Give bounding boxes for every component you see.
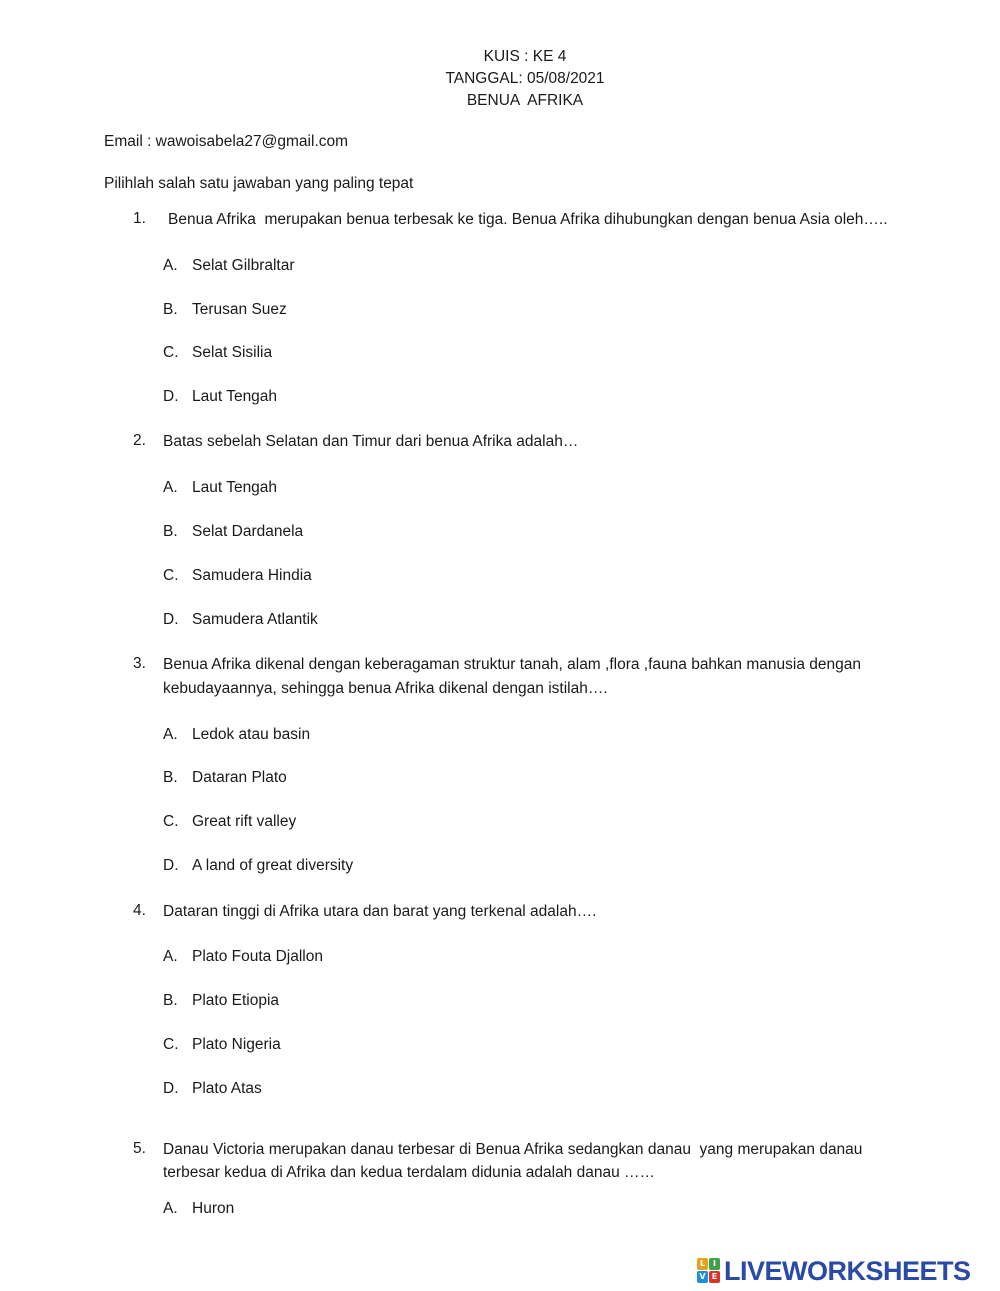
option-letter: D. [163, 388, 179, 405]
option-text: Laut Tengah [192, 479, 278, 496]
quiz-number: KUIS : KE 4 [483, 48, 567, 65]
option-letter: A. [163, 257, 178, 274]
option-letter: D. [163, 611, 179, 628]
option-text: Plato Etiopia [192, 992, 280, 1009]
option-letter: C. [163, 344, 179, 361]
option-letter: C. [163, 567, 179, 584]
option-text: Ledok atau basin [192, 726, 311, 743]
logo-icon-tile: L [697, 1258, 708, 1270]
question-number: 5. [133, 1140, 146, 1157]
question-text: Benua Afrika merupakan benua terbesak ke tiga. Benua Afrika dihubungkan dengan benua Asia oleh….. [168, 211, 888, 228]
liveworksheets-logo-icon [697, 1258, 721, 1284]
email-line: Email : wawoisabela27@gmail.com [104, 133, 349, 150]
option-letter: B. [163, 523, 178, 540]
question-text-line1: Danau Victoria merupakan danau terbesar di Benua Afrika sedangkan danau yang merupakan danau [163, 1141, 863, 1158]
question-text: Dataran tinggi di Afrika utara dan barat yang terkenal adalah…. [163, 903, 597, 920]
question-number: 1. [133, 210, 146, 227]
option-letter: B. [163, 301, 178, 318]
liveworksheets-logo[interactable] [697, 1256, 971, 1286]
option-letter: C. [163, 1036, 179, 1053]
option-letter: C. [163, 813, 179, 830]
option-letter: A. [163, 948, 178, 965]
instruction-text: Pilihlah salah satu jawaban yang paling tepat [104, 175, 414, 192]
option-text: Samudera Atlantik [192, 611, 318, 628]
question-number: 2. [133, 432, 146, 449]
question-text-line2: kebudayaannya, sehingga benua Afrika dikenal dengan istilah…. [163, 680, 608, 697]
option-text: Terusan Suez [192, 301, 287, 318]
option-text: Dataran Plato [192, 769, 287, 786]
option-text: Plato Fouta Djallon [192, 948, 323, 965]
question-text-line1: Benua Afrika dikenal dengan keberagaman struktur tanah, alam ,flora ,fauna bahkan manusia dengan [163, 656, 861, 673]
question-text: Batas sebelah Selatan dan Timur dari benua Afrika adalah… [163, 433, 579, 450]
option-letter: A. [163, 479, 178, 496]
option-text: Selat Dardanela [192, 523, 304, 540]
option-text: Laut Tengah [192, 388, 278, 405]
logo-icon-tile: V [697, 1271, 708, 1283]
option-text: A land of great diversity [192, 857, 354, 874]
logo-icon-tile: I [709, 1258, 720, 1270]
option-text: Selat Gilbraltar [192, 257, 295, 274]
option-text: Plato Atas [192, 1080, 262, 1097]
option-text: Huron [192, 1200, 235, 1217]
question-number: 4. [133, 902, 146, 919]
question-number: 3. [133, 655, 146, 672]
option-letter: D. [163, 1080, 179, 1097]
option-letter: B. [163, 769, 178, 786]
option-letter: D. [163, 857, 179, 874]
logo-icon-tile: E [709, 1271, 720, 1283]
option-letter: A. [163, 1200, 178, 1217]
option-text: Great rift valley [192, 813, 297, 830]
option-text: Selat Sisilia [192, 344, 273, 361]
option-text: Samudera Hindia [192, 567, 312, 584]
quiz-topic: BENUA AFRIKA [466, 92, 584, 109]
option-text: Plato Nigeria [192, 1036, 281, 1053]
quiz-date: TANGGAL: 05/08/2021 [445, 70, 605, 87]
liveworksheets-logo-text: LIVEWORKSHEETS [724, 1255, 971, 1286]
question-text-line2: terbesar kedua di Afrika dan kedua terdalam didunia adalah danau …… [163, 1164, 656, 1181]
option-letter: A. [163, 726, 178, 743]
option-letter: B. [163, 992, 178, 1009]
